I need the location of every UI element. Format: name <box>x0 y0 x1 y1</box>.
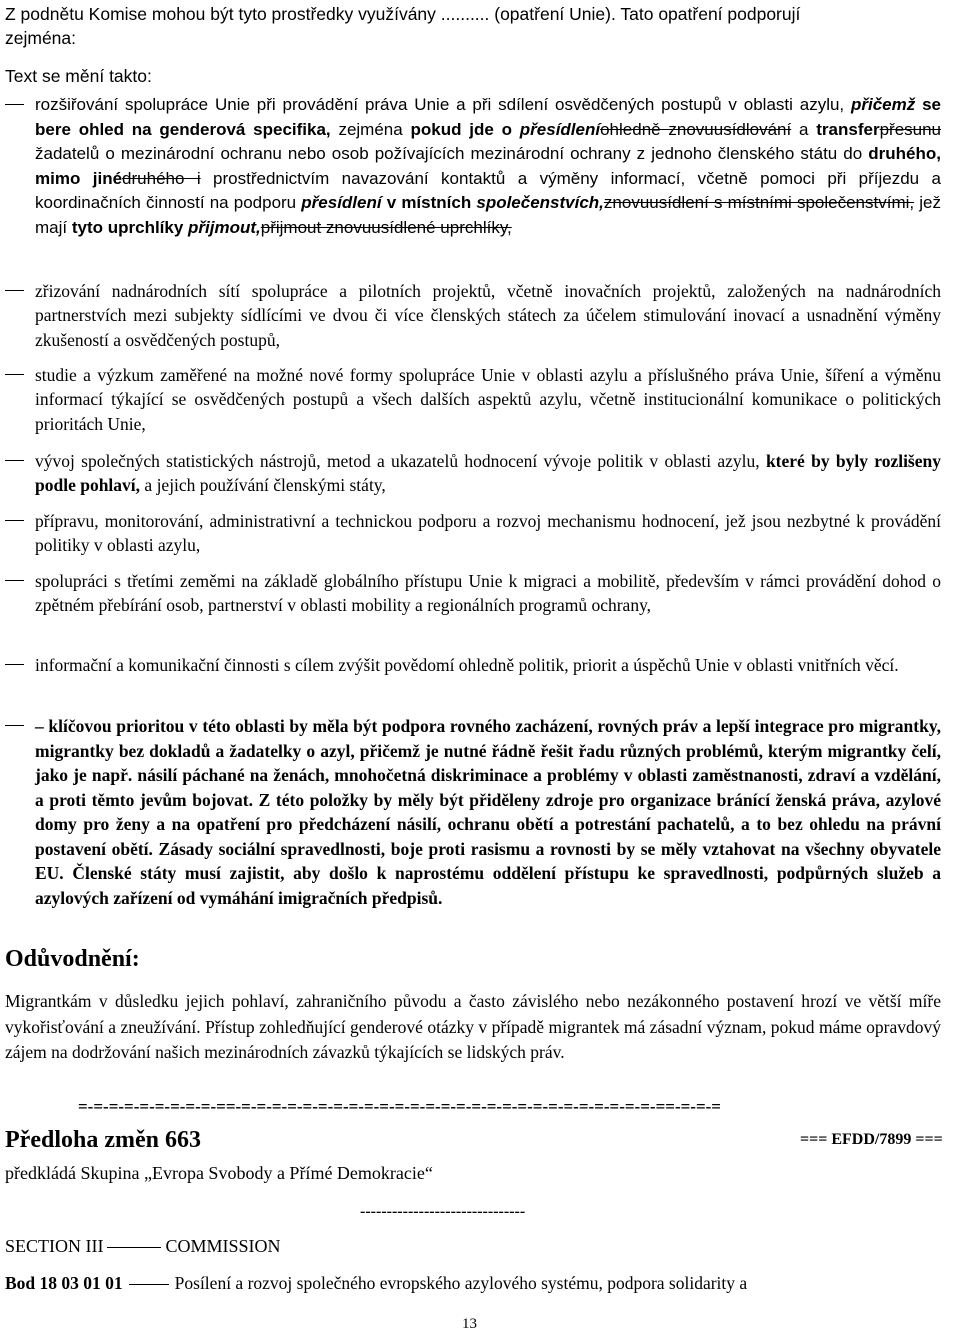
text-segment: tyto uprchlíky <box>71 217 189 237</box>
separator-short: ------------------------------- <box>360 1203 526 1220</box>
dash-bullet <box>5 374 24 375</box>
amendment-code: === EFDD/7899 === <box>800 1131 943 1148</box>
text-segment: zejména <box>330 119 411 139</box>
text-segment: přesídlení <box>301 193 382 213</box>
budget-line-code: Bod 18 03 01 01 <box>5 1273 123 1293</box>
text-segment: rozšiřování spolupráce Unie při provádění práva Unie a při sdílení osvědčených postupů v oblasti azylu, <box>35 95 851 114</box>
page-number: 13 <box>462 1316 477 1332</box>
text-segment: přesídlení <box>519 119 601 139</box>
section-left: SECTION III <box>5 1236 104 1256</box>
dash-bullet <box>5 725 24 726</box>
tabled-by: předkládá Skupina „Evropa Svobody a Přímé Demokracie“ <box>5 1163 433 1183</box>
text-segment: jež mají <box>35 193 941 237</box>
dash-bullet <box>5 104 24 105</box>
text-segment: žadatelů o mezinárodní ochranu nebo osob požívajících mezinárodní ochrany z jednoho členského státu do <box>35 144 869 164</box>
section-right: COMMISSION <box>165 1236 281 1256</box>
item-text-amended <box>35 449 941 498</box>
justification-title: Odůvodnění: <box>5 946 140 972</box>
dash-bullet <box>5 460 24 461</box>
amendment-title: Předloha změn 663 <box>5 1127 201 1153</box>
text-segment: které by byly rozlišeny podle pohlaví, <box>35 451 941 496</box>
budget-line <box>5 1273 941 1294</box>
intro-line-continuation: zejména: <box>5 28 77 48</box>
em-dash <box>107 1247 161 1248</box>
separator: =-=-=-=-=-=-=-=-=-==-=-=-=-=-=-=-=-=-=-=-=-=-=-=-=-=-=-=-=-=-=-=-=-=-=-=-=-==-=-=-= <box>78 1097 721 1116</box>
intro-line: Z podnětu Komise mohou být tyto prostředky využívány .......... (opatření Unie). Tato opatření podporují <box>5 4 801 24</box>
text-segment: přijmout znovuusídlené uprchlíky, <box>260 217 512 237</box>
text-segment: společenstvích, <box>476 193 604 213</box>
item-text: zřizování nadnárodních sítí spolupráce a pilotních projektů, včetně inovačních projektů, založených na nadnárodních partnerstvích mezi subjekty sídlícími ve dvou či více členských státech za účelem stimulování inovací a usnadnění výměny zkušeností a osvědčených postupů, <box>35 281 941 350</box>
item-text: studie a výzkum zaměřené na možné nové formy spolupráce Unie v oblasti azylu a příslušného práva Unie, šíření a výměnu informací týkající se osvědčených postupů a všech dalších aspektů azylu, včetně institucionální komunikace o politických prioritách Unie, <box>35 365 941 434</box>
dash-bullet <box>5 290 24 291</box>
item-text: přípravu, monitorování, administrativní a technickou podporu a rozvoj mechanismu hodnocení, jež jsou nezbytné k provádění politiky v oblasti azylu, <box>35 511 941 556</box>
text-segment: přesunu <box>879 119 942 139</box>
item-text-new: – klíčovou prioritou v této oblasti by měla být podpora rovného zacházení, rovných práv a lepší integrace pro migrantky, migrantky bez dokladů a žadatelky o azyl, přičemž je nutné řádně řešit řadu různých problémů, kterým migrantky čelí, jako je např. násilí páchané na ženách, mnohočetná diskriminace a problémy v oblasti zaměstnanosti, zdraví a vzdělání, a proti těmto jevům bojovat. Z této položky by měly být přiděleny zdroje pro organizace bránící ženská práva, azylové domy pro ženy a na opatření pro předcházení násilí, ochranu obětí a potrestání pachatelů, a to bez ohledu na právní postavení obětí. Zásady sociální spravedlnosti, boje proti rasismu a rovnosti by se měly vztahovat na všechny obyvatele EU. Členské státy musí zajistit, aby došlo k naprostému oddělení přístupu ke spravedlnosti, podpůrných služeb a azylových zařízení od vymáhání imigračních předpisů. <box>35 716 941 908</box>
text-segment: se bere ohled na genderová specifika, <box>35 95 941 139</box>
text-segment: druhého, mimo jiné <box>35 144 941 188</box>
text-segment: prostřednictvím navazování kontaktů a výměny informací, včetně pomoci při příjezdu a koordinačních činností na podporu <box>35 168 942 213</box>
text-segment: druhého i <box>122 168 201 188</box>
item-text: spolupráci s třetími zeměmi na základě globálního přístupu Unie k migraci a mobilitě, především v rámci provádění dohod o zpětném přebírání osob, partnerství v oblasti mobility a regionálních programů ochrany, <box>35 571 941 616</box>
text-segment: znovuusídlení s místními společenstvími, <box>603 193 915 213</box>
text-segment: a <box>791 119 817 139</box>
dash-bullet <box>5 664 24 665</box>
change-note: Text se mění takto: <box>5 66 152 86</box>
text-segment: ohledně znovuusídlování <box>600 119 792 139</box>
text-segment: přijmout, <box>188 217 261 237</box>
text-segment: a jejich používání členskými státy, <box>140 475 386 496</box>
text-segment: transfer <box>816 119 880 139</box>
section-heading <box>5 1236 281 1257</box>
text-segment: přičemž <box>851 95 916 114</box>
item-text-amended <box>35 93 941 241</box>
text-segment: v místních <box>381 193 477 213</box>
dash-bullet <box>5 580 24 581</box>
dash-bullet <box>5 520 24 521</box>
text-segment: vývoj společných statistických nástrojů, metod a ukazatelů hodnocení vývoje politik v oblasti azylu, <box>35 451 766 471</box>
justification-text: Migrantkám v důsledku jejich pohlaví, zahraničního původu a často závislého nebo nezákonného postavení hrozí ve větší míře vykořisťování a zneužívání. Přístup zohledňující genderové otázky v případě migrantek má zásadní význam, pokud máme opravdový zájem na dodržování našich mezinárodních závazků týkajících se lidských práv. <box>5 991 941 1063</box>
budget-line-text: Posílení a rozvoj společného evropského azylového systému, podpora solidarity a <box>174 1273 748 1293</box>
text-segment: pokud jde o <box>410 119 520 139</box>
em-dash <box>129 1284 169 1285</box>
item-text: informační a komunikační činnosti s cílem zvýšit povědomí ohledně politik, priorit a úspěchů Unie v oblasti vnitřních věcí. <box>35 655 899 675</box>
